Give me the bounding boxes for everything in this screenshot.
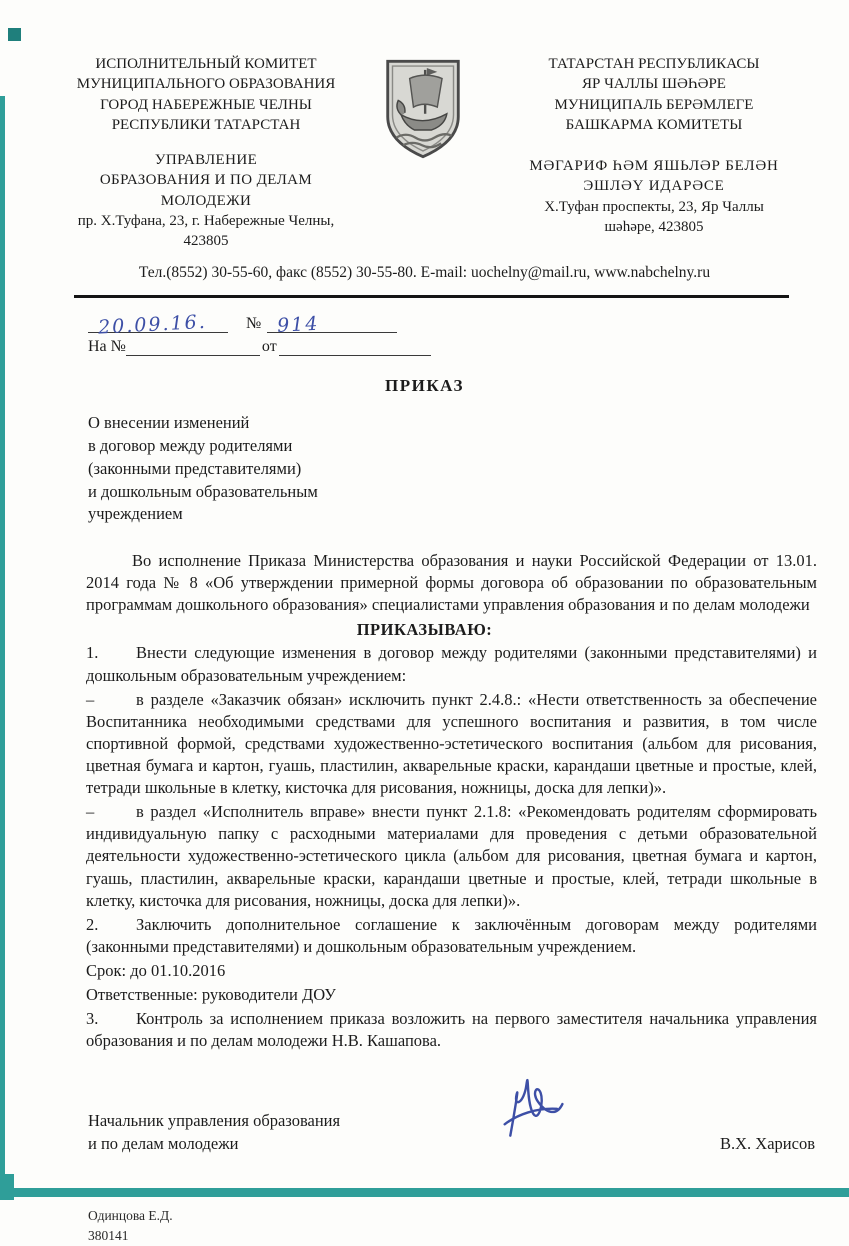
handwritten-number: 914 [276, 312, 321, 338]
order-item-1 [86, 642, 817, 686]
responsible-line: Ответственные: руководители ДОУ [86, 985, 336, 1005]
address-right [489, 197, 819, 238]
org-line: УПРАВЛЕНИЕ [154, 152, 258, 168]
ot-label: от [261, 338, 277, 356]
address-left [56, 211, 356, 252]
committee-line: МУНИЦИПАЛЬНОГО ОБРАЗОВАНИЯ [76, 76, 336, 93]
committee-line: РЕСПУБЛИКИ ТАТАРСТАН [111, 116, 301, 133]
date-underline [88, 311, 228, 339]
org-name-right [489, 156, 819, 197]
item-text: Внести следующие изменения в договор между родителями (законными представителями) и дошкольным образовательным учреждением: [86, 643, 817, 685]
deadline-line: Срок: до 01.10.2016 [86, 960, 226, 980]
item-text: в разделе «Заказчик обязан» исключить пункт 2.4.8.: «Нести ответственность за обеспечение Воспитанника необходимыми средствами для успешного воспитания и развития, в том числе спортивной формой, средствами художественно-эстетического воспитания (альбом для рисования, цветная бумага и картон, гуашь, пластилин, акварельные краски, карандаши цветные и простые, клей, тетради школьные в клетку, кисточка для рисования, ножницы, доска для лепки)». [86, 689, 817, 798]
signer-position-line: Начальник управления образования [88, 1111, 341, 1131]
committee-line: ИСПОЛНИТЕЛЬНЫЙ КОМИТЕТ [95, 56, 317, 72]
committee-line: ЯР ЧАЛЛЫ ШӘҺӘРЕ [582, 76, 726, 93]
letterhead [0, 0, 849, 251]
order-title: ПРИКАЗ [385, 376, 464, 396]
executor-name: Одинцова Е.Д. [88, 1207, 173, 1223]
item-text: Заключить дополнительное соглашение к заключённым договорам между родителями (законными представителями) и дошкольным образовательным учреждением. [86, 914, 817, 956]
coat-of-arms-icon [382, 56, 464, 162]
executor-note [88, 1206, 849, 1246]
number-sign: № [246, 315, 262, 333]
scan-edge-left [0, 96, 5, 1200]
ot-underline [279, 335, 431, 356]
address-line: Х.Туфан проспекты, 23, Яр Чаллы [544, 198, 764, 215]
item-text: в раздел «Исполнитель вправе» внести пункт 2.1.8: «Рекомендовать родителям сформировать индивидуальную папку с расходными материалами для проведения с детьми образовательной деятельности художественно-эстетического цикла (альбом для рисования, цветная бумага и картон, гуашь, пластилин, акварельные краски, карандаши цветные и простые, клей, тетради школьные в клетку, кисточка для рисования, ножницы, доска для лепки)». [86, 802, 817, 910]
org-line: ЭШЛӘҮ ИДАРӘСЕ [583, 178, 725, 195]
subject-line: и дошкольным образовательным [88, 481, 318, 501]
scan-mark-topleft [8, 28, 21, 41]
resolution-title: ПРИКАЗЫВАЮ: [356, 620, 493, 640]
org-line: ОБРАЗОВАНИЯ И ПО ДЕЛАМ МОЛОДЕЖИ [99, 172, 313, 209]
signature-block [88, 1110, 815, 1156]
address-line: пр. Х.Туфана, 23, г. Набережные Челны, [77, 212, 335, 229]
na-underline [126, 335, 260, 356]
letterhead-left-russian [56, 54, 356, 251]
subject-line: в договор между родителями [88, 436, 293, 456]
signer-position-line: и по делам молодежи [88, 1134, 239, 1154]
signer-position [88, 1110, 340, 1156]
letterhead-right-tatar [489, 54, 819, 237]
executor-phone: 380141 [88, 1228, 129, 1244]
item-marker: – [86, 689, 95, 709]
item-marker: 2. [86, 914, 99, 934]
number-underline [267, 312, 397, 338]
subject-line: (законными представителями) [88, 458, 302, 478]
order-item-2 [86, 914, 817, 958]
address-line: 423805 [183, 233, 229, 249]
org-name-left [56, 150, 356, 211]
subject-line: О внесении изменений [88, 413, 250, 433]
na-label: На № [88, 338, 126, 356]
item-marker: 1. [86, 643, 99, 663]
intro-paragraph: Во исполнение Приказа Министерства образования и науки Российской Федерации от 13.01. 2014 года № 8 «Об утверждении примерной формы договора об образовании по образовательным программам дошкольного образования» специалистами управления образования и по делам молодежи [86, 551, 817, 615]
handwritten-date: 20.09.16. [97, 311, 208, 339]
subject-block [88, 412, 819, 526]
order-item-3 [86, 1008, 817, 1052]
committee-line: ТАТАРСТАН РЕСПУБЛИКАСЫ [548, 56, 760, 72]
item-marker: – [86, 802, 95, 822]
ref-line-date [88, 311, 849, 339]
reference-block [88, 312, 849, 356]
signer-name: В.Х. Харисов [720, 1134, 815, 1154]
address-line: шәһәре, 423805 [604, 218, 704, 235]
ref-line-incoming [88, 335, 849, 356]
contact-line: Тел.(8552) 30-55-60, факс (8552) 30-55-80. E-mail: uochelny@mail.ru, www.nabchelny.ru [138, 264, 711, 282]
committee-line: ГОРОД НАБЕРЕЖНЫЕ ЧЕЛНЫ [100, 96, 312, 113]
separator-rule [74, 295, 789, 298]
subject-line: учреждением [88, 504, 183, 524]
order-subitem-add [86, 801, 817, 912]
scan-edge-corner [0, 1174, 14, 1200]
item-text: Контроль за исполнением приказа возложить на первого заместителя начальника управления образования и по делам молодежи Н.В. Кашапова. [86, 1009, 817, 1051]
handwritten-signature-ink [491, 1057, 578, 1149]
committee-line: БАШКАРМА КОМИТЕТЫ [565, 116, 743, 133]
emblem-container [368, 54, 478, 162]
scan-edge-bottom [0, 1188, 849, 1197]
item-marker: 3. [86, 1009, 99, 1029]
org-line: МӘГАРИФ ҺӘМ ЯШЬЛӘР БЕЛӘН [529, 158, 779, 174]
committee-line: МУНИЦИПАЛЬ БЕРӘМЛЕГЕ [554, 96, 754, 113]
order-subitem-exclude [86, 689, 817, 800]
